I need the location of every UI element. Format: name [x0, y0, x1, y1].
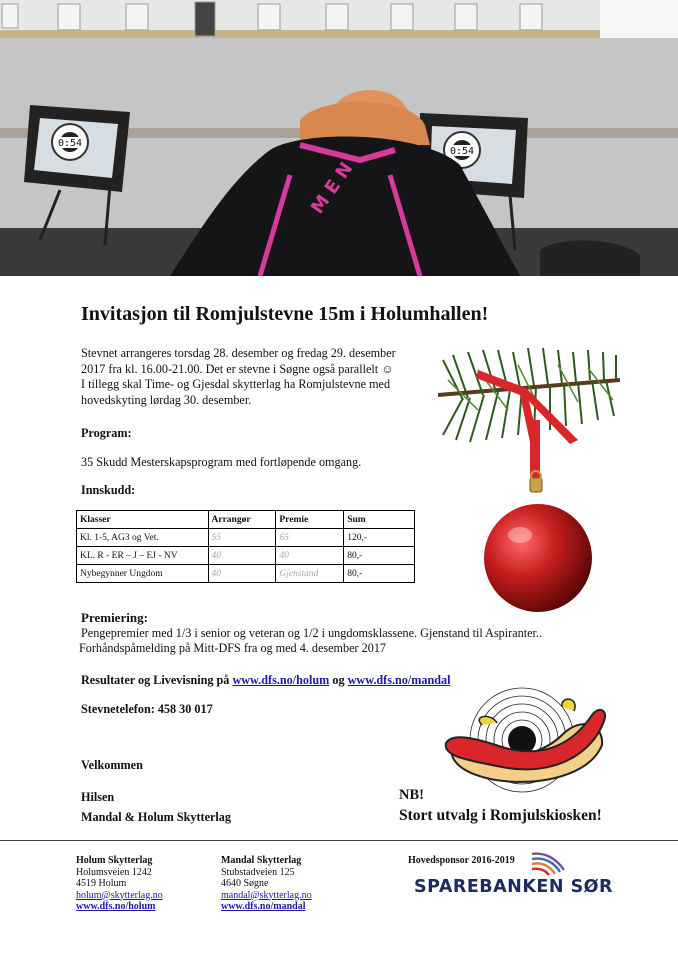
greeting-text: Hilsen — [81, 790, 115, 804]
column-header: Premie — [276, 511, 344, 529]
table-row — [77, 547, 415, 565]
mandal-name: Mandal Skytterlag — [221, 855, 302, 866]
fees-table — [76, 510, 415, 583]
nb-label: NB! — [399, 787, 424, 803]
page-title: Invitasjon til Romjulstevne 15m i Holumhallen! — [81, 303, 489, 325]
holum-address: Holumsveien 1242 — [76, 866, 152, 878]
ornament-ball — [484, 504, 592, 612]
table-row — [77, 565, 415, 583]
holum-results-link[interactable]: www.dfs.no/holum — [232, 673, 330, 687]
intro-paragraph — [81, 346, 421, 408]
prize-fee-cell: Gjenstand — [276, 565, 344, 583]
organizer-fee-cell: 55 — [208, 529, 276, 547]
class-cell: KL. R - ER – J – EJ - NV — [77, 547, 209, 565]
mandal-contact — [221, 855, 312, 913]
program-heading: Program: — [81, 426, 132, 440]
results-prefix: Resultater og Livevisning på — [81, 673, 230, 687]
sponsor-name: SPAREBANKEN SØR — [414, 877, 614, 897]
sum-cell: 80,- — [344, 547, 415, 565]
mandal-results-link[interactable]: www.dfs.no/mandal — [347, 673, 451, 687]
organizer-fee-cell: 40 — [208, 547, 276, 565]
column-header: Klasser — [77, 511, 209, 529]
nb-text: Stort utvalg i Romjulskiosken! — [399, 807, 602, 824]
holum-contact — [76, 855, 163, 913]
mandal-email-link[interactable]: mandal@skytterlag.no — [221, 889, 312, 901]
intro-line: I tillegg skal Time- og Gjesdal skytterlag ha Romjulstevne med — [81, 377, 391, 391]
table-row — [77, 529, 415, 547]
program-text: 35 Skudd Mesterskapsprogram med fortløpende omgang. — [81, 455, 362, 469]
right-timer-text: 0:54 — [449, 146, 475, 157]
prizes-line: Pengepremier med 1/3 i senior og veteran og 1/2 i ungdomsklassene. Gjenstand til Aspiranter.. — [81, 626, 542, 640]
left-timer-text: 0:54 — [57, 138, 83, 149]
mustard — [479, 716, 497, 725]
sum-cell: 120,- — [344, 529, 415, 547]
intro-line: Stevnet arrangeres torsdag 28. desember og fredag 29. desember — [81, 346, 396, 360]
footer-divider — [0, 840, 678, 841]
ornament-highlight — [508, 527, 532, 543]
welcome-text: Velkommen — [81, 758, 143, 772]
jacket-text: M E N — [306, 158, 358, 218]
sparebanken-sor-logo-icon — [530, 850, 568, 876]
sponsor-label: Hovedsponsor 2016-2019 — [408, 855, 515, 866]
class-cell: Kl. 1-5, AG3 og Vet. — [77, 529, 209, 547]
holum-web-link[interactable]: www.dfs.no/holum — [76, 901, 156, 912]
mandal-postal: 4640 Søgne — [221, 878, 269, 889]
signature-text: Mandal & Holum Skytterlag — [81, 810, 231, 824]
intro-line: hovedskyting lørdag 30. desember. — [81, 392, 252, 407]
hotdog-target-illustration — [442, 685, 608, 803]
prize-fee-cell: 40 — [276, 547, 344, 565]
fees-table-header — [77, 511, 415, 529]
mandal-web-link[interactable]: www.dfs.no/mandal — [221, 901, 306, 912]
organizer-fee-cell: 40 — [208, 565, 276, 583]
prizes-heading: Premiering: — [81, 610, 148, 625]
prize-fee-cell: 65 — [276, 529, 344, 547]
sum-cell: 80,- — [344, 565, 415, 583]
christmas-ornament-illustration — [438, 340, 620, 618]
fees-heading: Innskudd: — [81, 483, 136, 497]
back-wall-strip — [0, 30, 678, 38]
mandal-address: Stubstadveien 125 — [221, 866, 295, 878]
column-header: Sum — [344, 511, 415, 529]
hero-photo — [0, 0, 678, 276]
shooting-range-illustration — [0, 0, 678, 276]
holum-postal: 4519 Holum — [76, 878, 127, 889]
right-wall — [600, 0, 678, 38]
results-line — [81, 673, 451, 689]
column-header: Arrangør — [208, 511, 276, 529]
holum-email-link[interactable]: holum@skytterlag.no — [76, 889, 163, 901]
registration-line: Forhåndspåmelding på Mitt-DFS fra og med 4. desember 2017 — [79, 641, 387, 655]
results-and: og — [332, 673, 345, 687]
holum-name: Holum Skytterlag — [76, 855, 153, 866]
phone-line: Stevnetelefon: 458 30 017 — [81, 702, 213, 716]
intro-line: 2017 fra kl. 16.00-21.00. Det er stevne i Søgne også parallelt ☺ — [81, 361, 394, 376]
class-cell: Nybegynner Ungdom — [77, 565, 209, 583]
